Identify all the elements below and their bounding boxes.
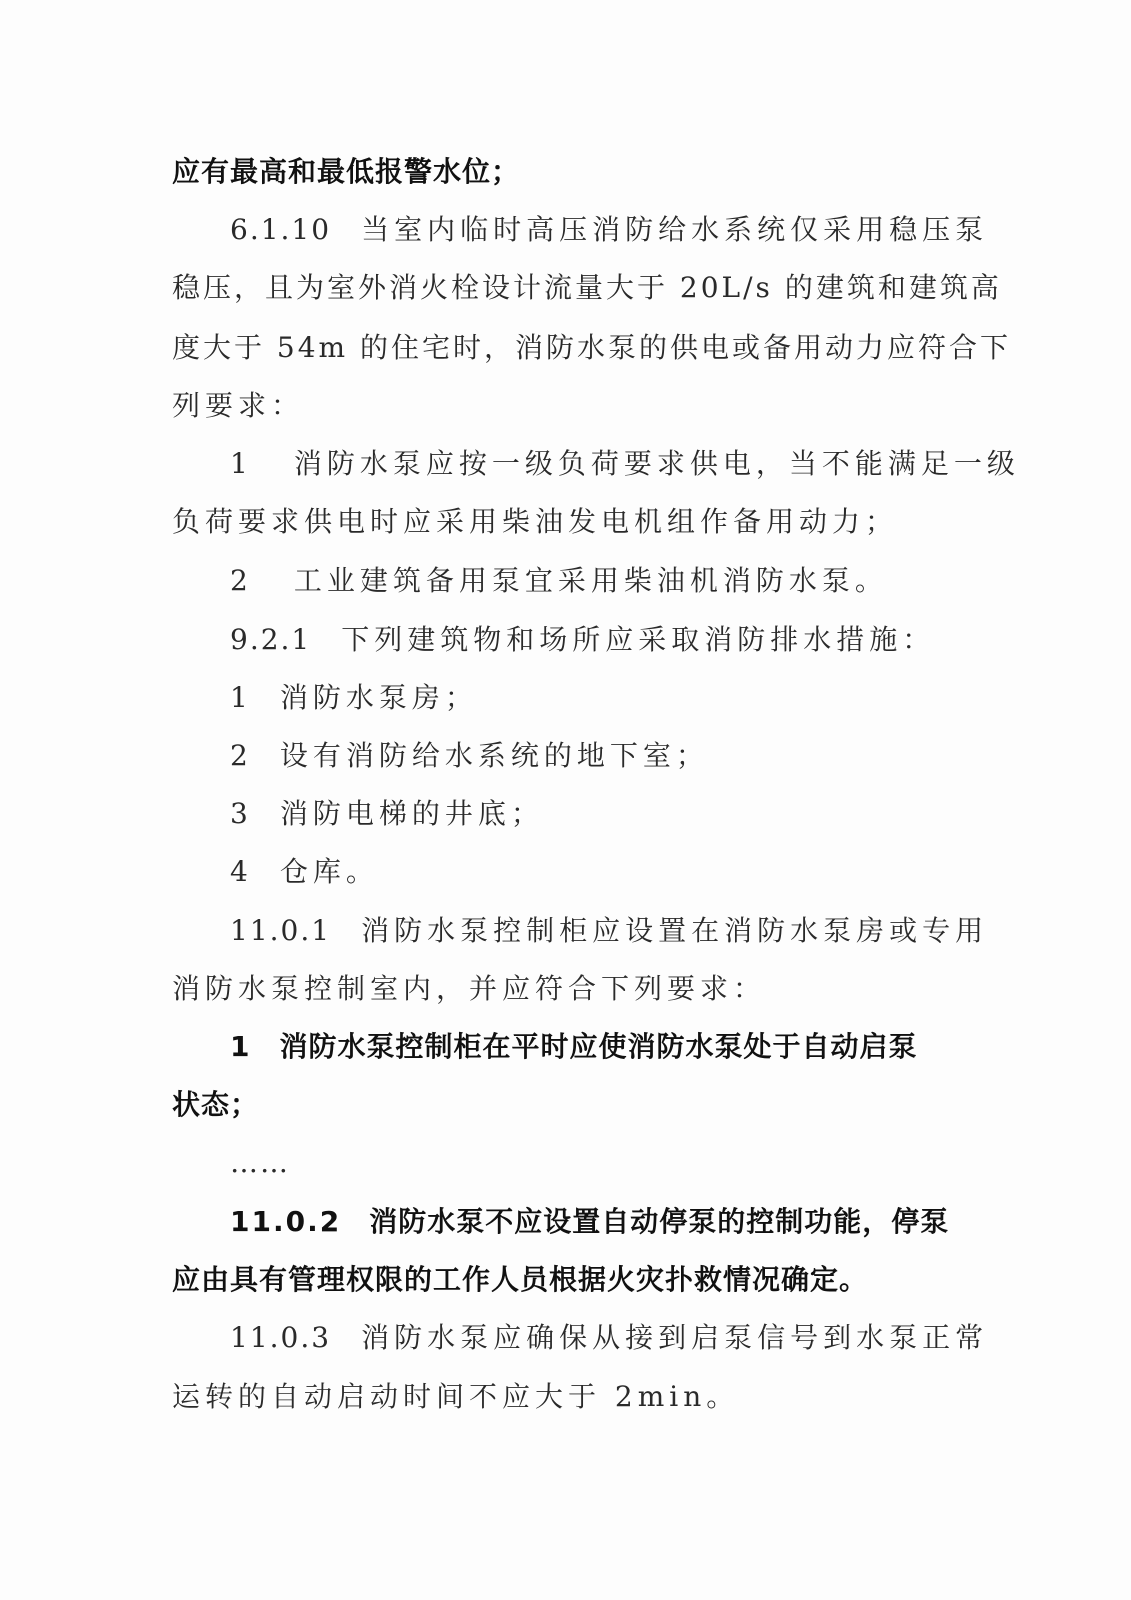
line-text: 当室内临时高压消防给水系统仅采用稳压泵	[361, 213, 989, 246]
line-text: 仓库。	[279, 855, 379, 888]
clause-9-2-1	[230, 620, 935, 660]
text-line	[172, 969, 766, 1009]
ellipsis-line	[230, 1143, 290, 1183]
text-line	[172, 1085, 259, 1125]
line-text: 工业建筑备用泵宜采用柴油机消防水泵。	[293, 564, 888, 597]
text-line	[172, 502, 898, 542]
clause-number: 6.1.10	[230, 213, 332, 246]
list-item	[230, 444, 1020, 484]
item-number: 2	[230, 739, 250, 772]
clause-number: 11.0.3	[230, 1321, 332, 1354]
item-number: 3	[230, 797, 250, 830]
clause-11-0-1	[230, 911, 988, 951]
text-line	[172, 328, 1011, 368]
item-number: 4	[230, 855, 250, 888]
clause-6-1-10	[230, 210, 988, 250]
line-text: 负荷要求供电时应采用柴油发电机组作备用动力；	[172, 505, 899, 538]
line-text: 消防水泵控制室内，并应符合下列要求：	[172, 972, 767, 1005]
line-text: 消防水泵应按一级负荷要求供电，当不能满足一级	[293, 447, 1020, 480]
list-item	[230, 678, 478, 718]
item-number: 2	[230, 564, 250, 597]
line-text: 消防水泵控制柜应设置在消防水泵房或专用	[361, 914, 989, 947]
line-text: ……	[230, 1146, 290, 1179]
line-text: 状态；	[172, 1088, 260, 1121]
line-text: 消防水泵控制柜在平时应使消防水泵处于自动启泵	[279, 1030, 918, 1063]
text-line	[172, 386, 304, 426]
list-item	[230, 852, 379, 892]
line-text: 度大于 54m 的住宅时，消防水泵的供电或备用动力应符合下	[172, 331, 1011, 364]
list-item	[230, 561, 888, 601]
line-text: 消防水泵房；	[279, 681, 478, 714]
text-line	[172, 1260, 868, 1300]
clause-number: 9.2.1	[230, 623, 312, 656]
line-text: 运转的自动启动时间不应大于 2min。	[172, 1380, 740, 1413]
list-item	[230, 736, 709, 776]
list-item-bold	[230, 1027, 918, 1067]
line-text: 应由具有管理权限的工作人员根据火灾扑救情况确定。	[172, 1263, 869, 1296]
line-text: 下列建筑物和场所应采取消防排水措施：	[341, 623, 936, 656]
line-text: 设有消防给水系统的地下室；	[279, 739, 709, 772]
list-item	[230, 794, 544, 834]
line-text: 消防电梯的井底；	[279, 797, 544, 830]
text-line	[172, 1377, 739, 1417]
line-text: 列要求：	[172, 389, 305, 422]
clause-number: 11.0.1	[230, 914, 332, 947]
text-line	[172, 152, 520, 192]
item-number: 1	[230, 1030, 252, 1063]
line-text: 应有最高和最低报警水位；	[172, 155, 521, 188]
text-line	[172, 268, 1002, 308]
line-text: 稳压，且为室外消火栓设计流量大于 20L/s 的建筑和建筑高	[172, 271, 1002, 304]
clause-11-0-3	[230, 1318, 988, 1358]
item-number: 1	[230, 447, 250, 480]
line-text: 消防水泵应确保从接到启泵信号到水泵正常	[361, 1321, 989, 1354]
clause-number: 11.0.2	[230, 1205, 342, 1238]
clause-11-0-2	[230, 1202, 949, 1242]
line-text: 消防水泵不应设置自动停泵的控制功能，停泵	[369, 1205, 950, 1238]
item-number: 1	[230, 681, 250, 714]
